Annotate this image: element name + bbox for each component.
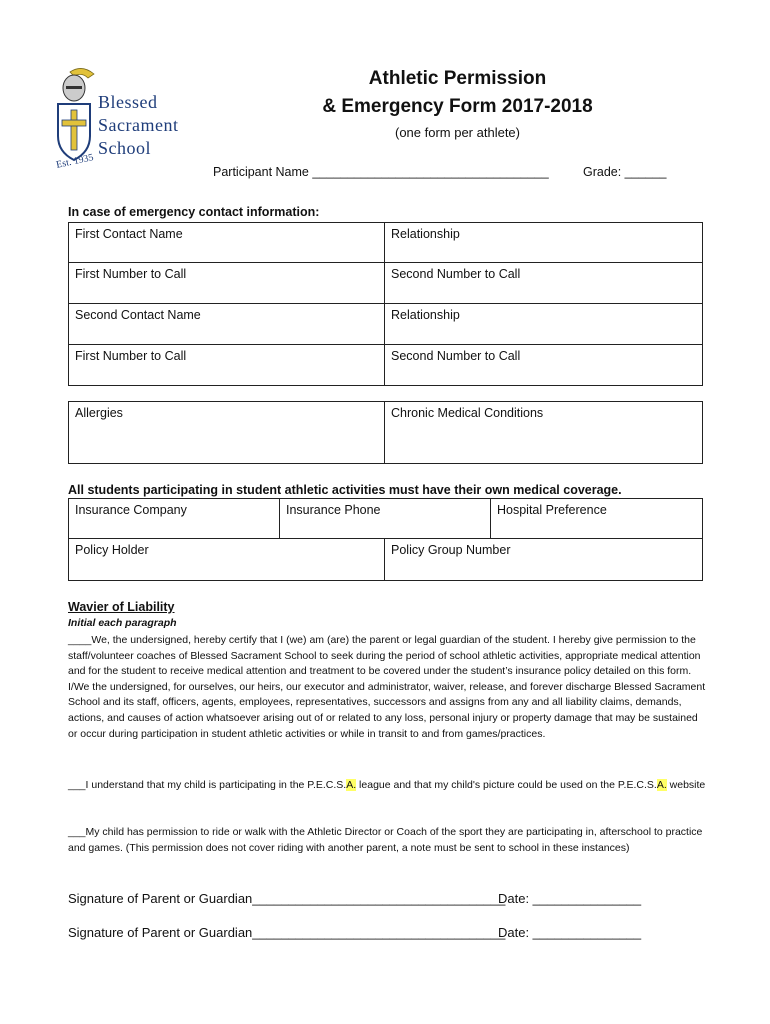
first-contact-name-cell[interactable]: First Contact Name	[69, 223, 385, 263]
first-relationship-cell[interactable]: Relationship	[385, 223, 703, 263]
medical-table	[68, 401, 703, 464]
waiver-title: Wavier of Liability	[68, 600, 175, 614]
waiver-subtitle: Initial each paragraph	[68, 617, 177, 629]
waiver-paragraph-transport: ___My child has permission to ride or walk with the Athletic Director or Coach of the sport they are participating in, afterschool to practice and games. (This permission does not cover riding with another parent, a note must be sent to school in these instances)	[68, 826, 703, 854]
hospital-preference-cell[interactable]: Hospital Preference	[491, 499, 703, 539]
pecsaa-highlight-2: A.	[656, 779, 667, 791]
pecsaa-text-c: website	[666, 779, 706, 791]
logo-text-school: School	[98, 138, 152, 158]
logo-established: Est. 1935	[55, 152, 95, 171]
insurance-table-row2	[68, 539, 703, 581]
logo-text-blessed: Blessed	[98, 92, 158, 112]
form-title-line1: Athletic Permission	[368, 68, 547, 89]
second-contact-name-cell[interactable]: Second Contact Name	[69, 304, 385, 345]
policy-group-number-cell[interactable]: Policy Group Number	[385, 539, 703, 580]
insurance-table-row1	[68, 498, 703, 539]
pecsaa-text-a: ___I understand that my child is participating in the P.E.C.S.	[68, 779, 347, 791]
grade-field[interactable]: Grade: ______	[583, 165, 667, 179]
insurance-phone-cell[interactable]: Insurance Phone	[280, 499, 491, 539]
date-line-1[interactable]: Date: _______________	[498, 891, 642, 906]
signature-line-2[interactable]: Signature of Parent or Guardian___________________________________	[68, 925, 506, 940]
first-contact-number2-cell[interactable]: Second Number to Call	[385, 263, 703, 304]
first-contact-number1-cell[interactable]: First Number to Call	[69, 263, 385, 304]
insurance-heading: All students participating in student athletic activities must have their own medical coverage.	[68, 483, 622, 497]
second-contact-number1-cell[interactable]: First Number to Call	[69, 345, 385, 386]
emergency-contact-table	[68, 222, 703, 386]
chronic-conditions-cell[interactable]: Chronic Medical Conditions	[385, 402, 703, 464]
form-subtitle: (one form per athlete)	[394, 125, 520, 140]
pecsaa-highlight-1: A.	[346, 779, 357, 791]
pecsaa-text-b: league and that my child's picture could be used on the P.E.C.S.	[356, 779, 657, 791]
signature-line-1[interactable]: Signature of Parent or Guardian___________________________________	[68, 891, 506, 906]
allergies-cell[interactable]: Allergies	[69, 402, 385, 464]
waiver-paragraph-liability: ____We, the undersigned, hereby certify that I (we) am (are) the parent or legal guardian of the student. I hereby give permission to the staff/volunteer coaches of Blessed Sacrament School to seek during the period of school athletic activities, appropriate medical attention and for the student to receive medical attention and treatment to be covered under the student’s insurance policy detailed on this form. I/We the undersigned, for ourselves, our heirs, our executor and administrator, waiver, release, and forever discharge Blessed Sacrament School and its staff, officers, agents, employees, representatives, successors and assigns from any and all liability claims, demands, actions, and causes of action whatsoever arising out of or related to any loss, personal injury or property damage that may be sustained or occur during participation in student athletic activities or while in transit to and from games/practices.	[68, 634, 706, 740]
emergency-heading: In case of emergency contact information:	[68, 205, 320, 219]
participant-name-field[interactable]: Participant Name __________________________________	[213, 165, 549, 179]
policy-holder-cell[interactable]: Policy Holder	[69, 539, 385, 580]
insurance-company-cell[interactable]: Insurance Company	[69, 499, 280, 539]
waiver-paragraph-pecsaa	[68, 778, 708, 794]
date-line-2[interactable]: Date: _______________	[498, 925, 642, 940]
second-relationship-cell[interactable]: Relationship	[385, 304, 703, 345]
form-title-line2: & Emergency Form 2017-2018	[322, 96, 593, 117]
second-contact-number2-cell[interactable]: Second Number to Call	[385, 345, 703, 386]
logo-text-sacrament: Sacrament	[98, 115, 179, 135]
